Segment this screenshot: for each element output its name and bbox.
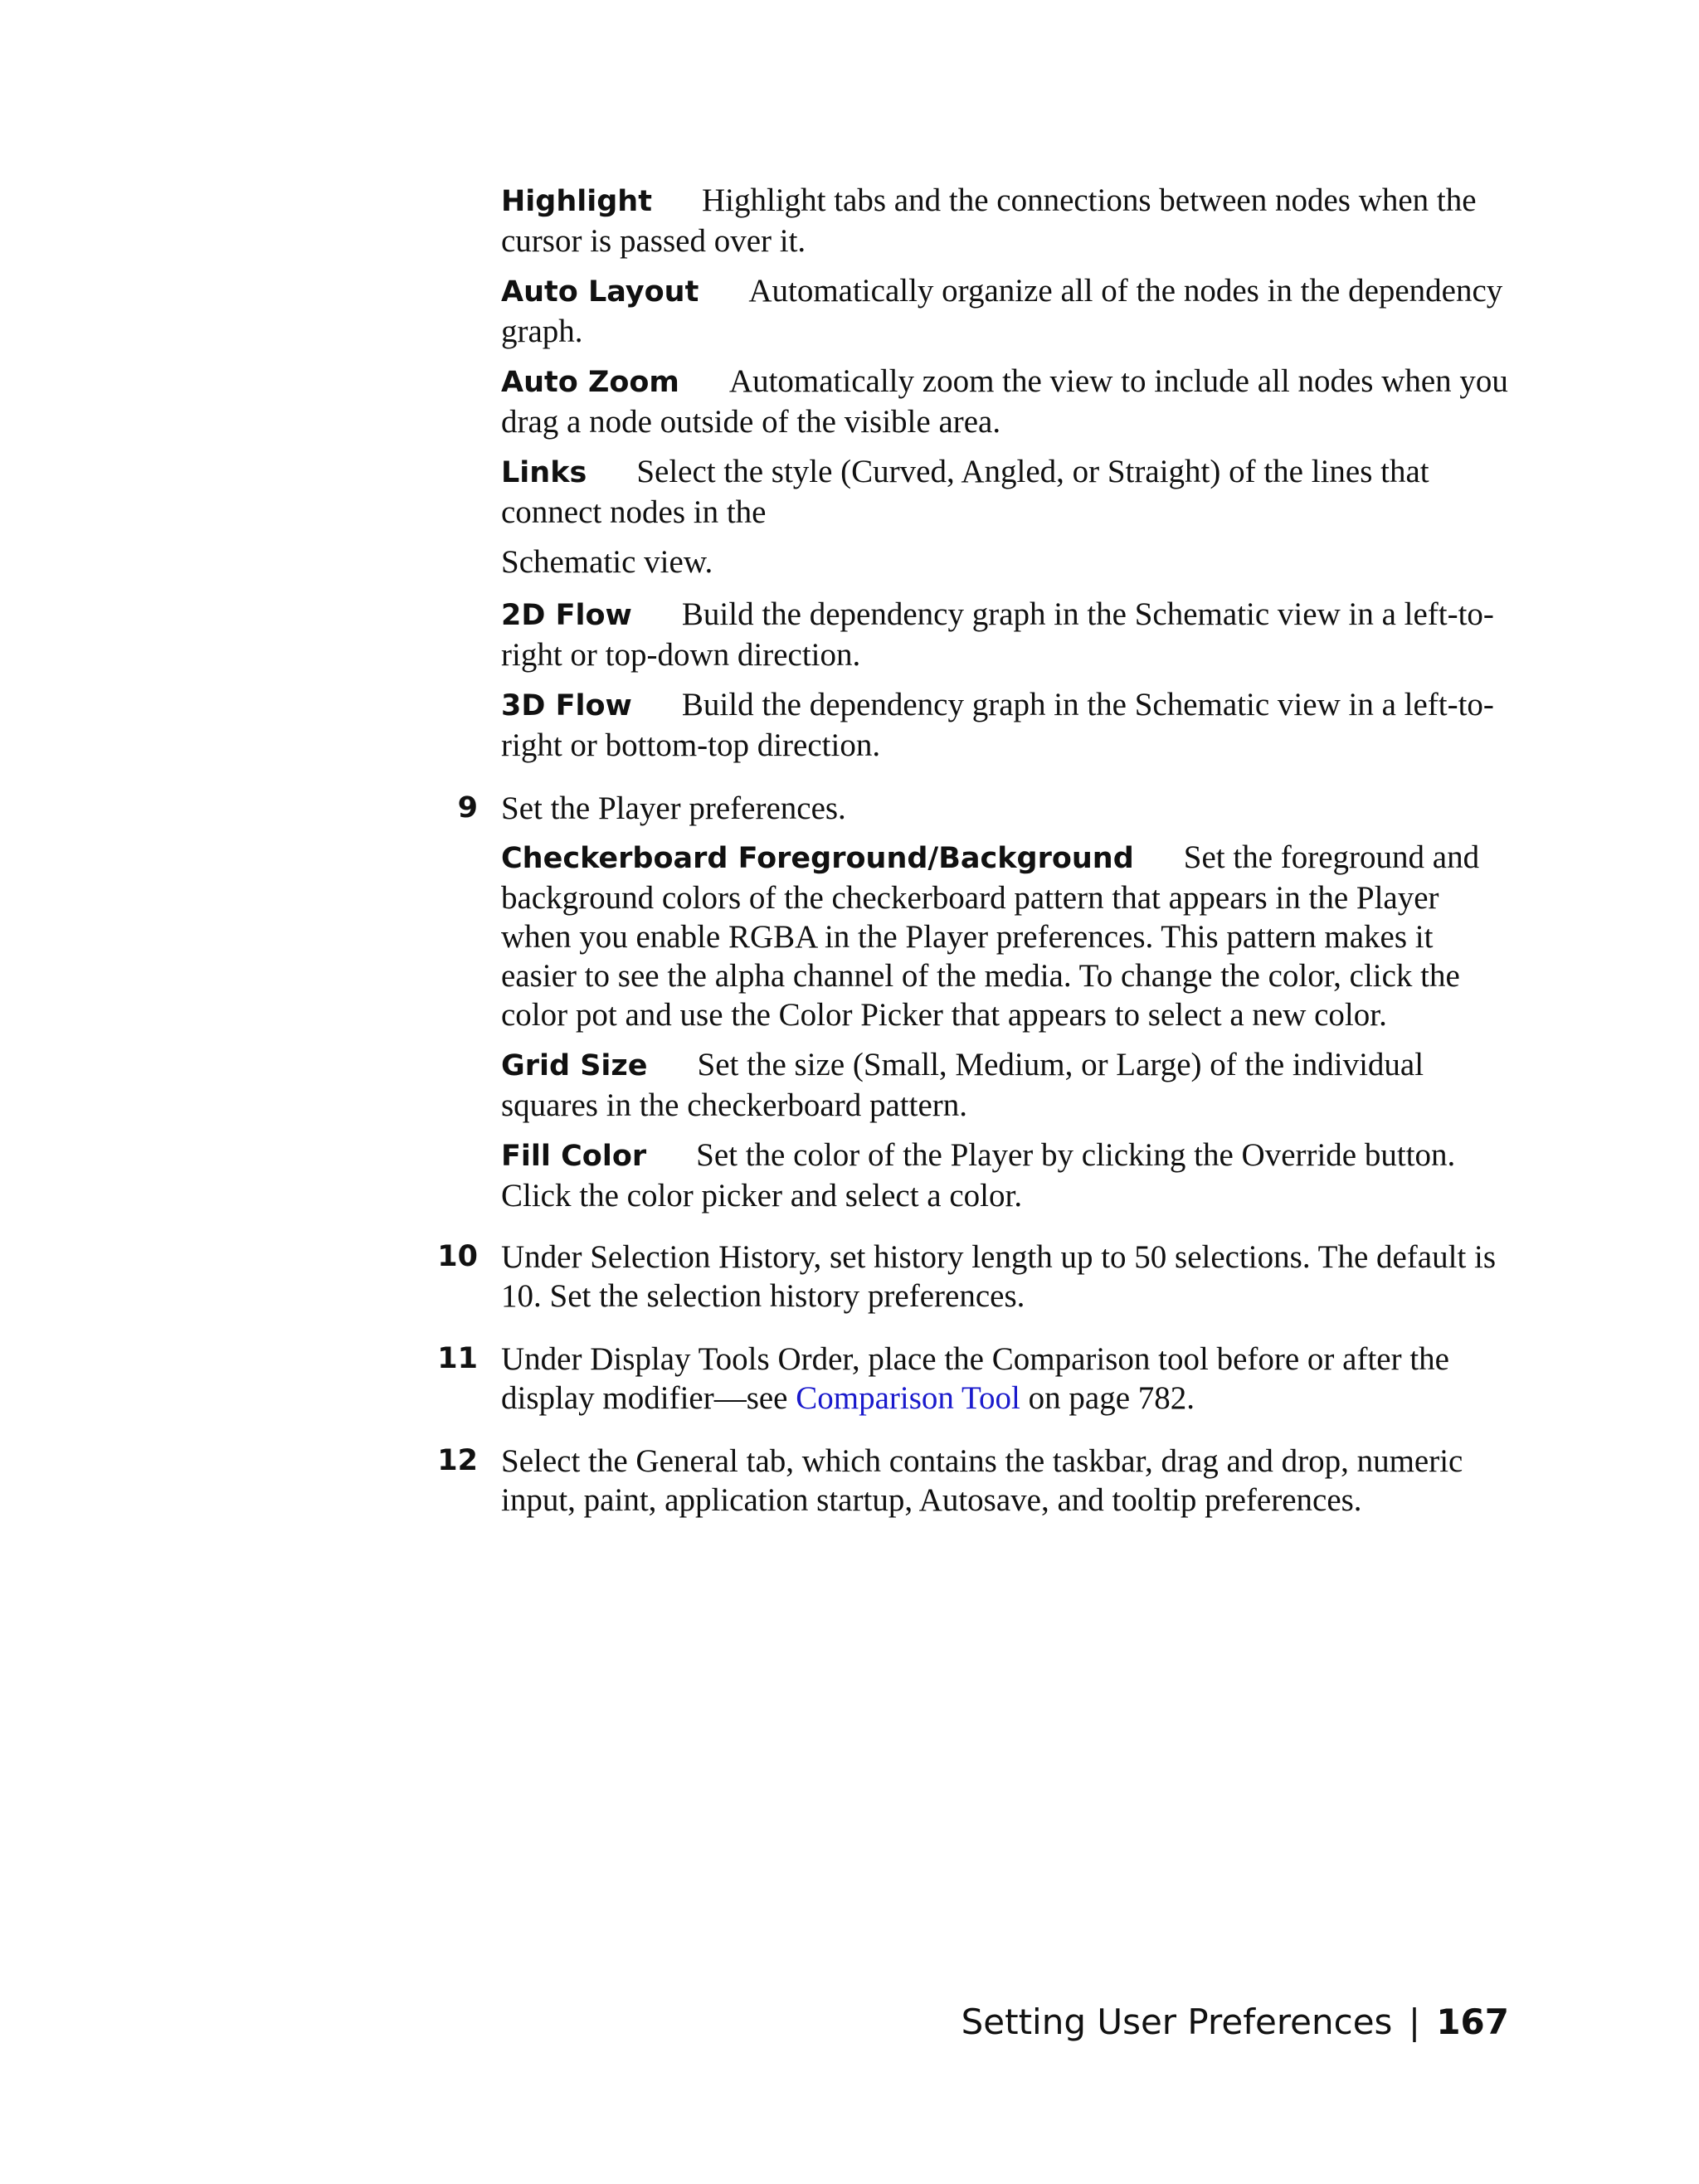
footer-separator: |	[1408, 2002, 1420, 2042]
step-text-before: Under Display Tools Order, place the Comparison tool before or after the display modifier—see	[501, 1341, 1449, 1416]
step-9	[457, 789, 1509, 828]
step-10	[437, 1238, 1509, 1316]
definition-links	[501, 452, 1509, 532]
definition-2d-flow	[501, 595, 1509, 674]
definition-3d-flow	[501, 685, 1509, 765]
definition-auto-zoom	[501, 362, 1509, 441]
term-fill-color: Fill Color	[501, 1140, 647, 1173]
def-text-2d-flow: Build the dependency graph in the Schematic view in a left-to-right or top-down direction.	[501, 596, 1494, 673]
step-number: 9	[457, 791, 478, 824]
term-2d-flow: 2D Flow	[501, 599, 632, 632]
definition-fill-color	[501, 1136, 1509, 1215]
continuation-text: Schematic view.	[501, 544, 713, 580]
step-12	[437, 1442, 1509, 1520]
step-number: 12	[437, 1444, 478, 1477]
def-text-fill-color: Set the color of the Player by clicking the Override button. Click the color picker and select a color.	[501, 1137, 1456, 1214]
footer-section-title: Setting User Preferences	[961, 2002, 1393, 2042]
def-text-checkerboard: Set the foreground and background colors of the checkerboard pattern that appears in the Player when you enable RGBA in the Player preferences. This pattern makes it easier to see the alpha channel of the media. To change the color, click the color pot and use the Color Picker that appears to select a new color.	[501, 839, 1480, 1033]
def-text-links: Select the style (Curved, Angled, or Straight) of the lines that connect nodes in the	[501, 454, 1429, 530]
step-number: 10	[437, 1240, 478, 1273]
term-links: Links	[501, 456, 587, 489]
step-11	[437, 1340, 1509, 1418]
step-number: 11	[437, 1342, 478, 1375]
page-footer	[961, 2001, 1509, 2044]
comparison-tool-link[interactable]: Comparison Tool	[796, 1380, 1020, 1416]
def-text-grid-size: Set the size (Small, Medium, or Large) of the individual squares in the checkerboard pattern.	[501, 1047, 1424, 1123]
step-text: Under Selection History, set history length up to 50 selections. The default is 10. Set the selection history preferences.	[501, 1239, 1497, 1314]
term-checkerboard: Checkerboard Foreground/Background	[501, 842, 1134, 875]
definition-checkerboard	[501, 838, 1509, 1034]
definition-highlight	[501, 181, 1509, 260]
definition-auto-layout	[501, 271, 1509, 351]
term-grid-size: Grid Size	[501, 1049, 648, 1082]
def-text-3d-flow: Build the dependency graph in the Schematic view in a left-to-right or bottom-top direction.	[501, 687, 1494, 763]
def-text-auto-zoom: Automatically zoom the view to include all nodes when you drag a node outside of the visible area.	[501, 363, 1508, 440]
def-text-highlight: Highlight tabs and the connections between nodes when the cursor is passed over it.	[501, 182, 1477, 259]
definition-grid-size	[501, 1045, 1509, 1125]
step-text-after: on page 782.	[1028, 1380, 1195, 1416]
page-number: 167	[1436, 2002, 1509, 2042]
term-auto-layout: Auto Layout	[501, 275, 699, 309]
term-auto-zoom: Auto Zoom	[501, 366, 679, 399]
term-highlight: Highlight	[501, 185, 652, 218]
step-text: Select the General tab, which contains the taskbar, drag and drop, numeric input, paint, application startup, Autosave, and tooltip preferences.	[501, 1443, 1463, 1518]
step-text: Set the Player preferences.	[501, 790, 846, 826]
def-text-auto-layout: Automatically organize all of the nodes in the dependency graph.	[501, 273, 1503, 349]
term-3d-flow: 3D Flow	[501, 689, 632, 722]
